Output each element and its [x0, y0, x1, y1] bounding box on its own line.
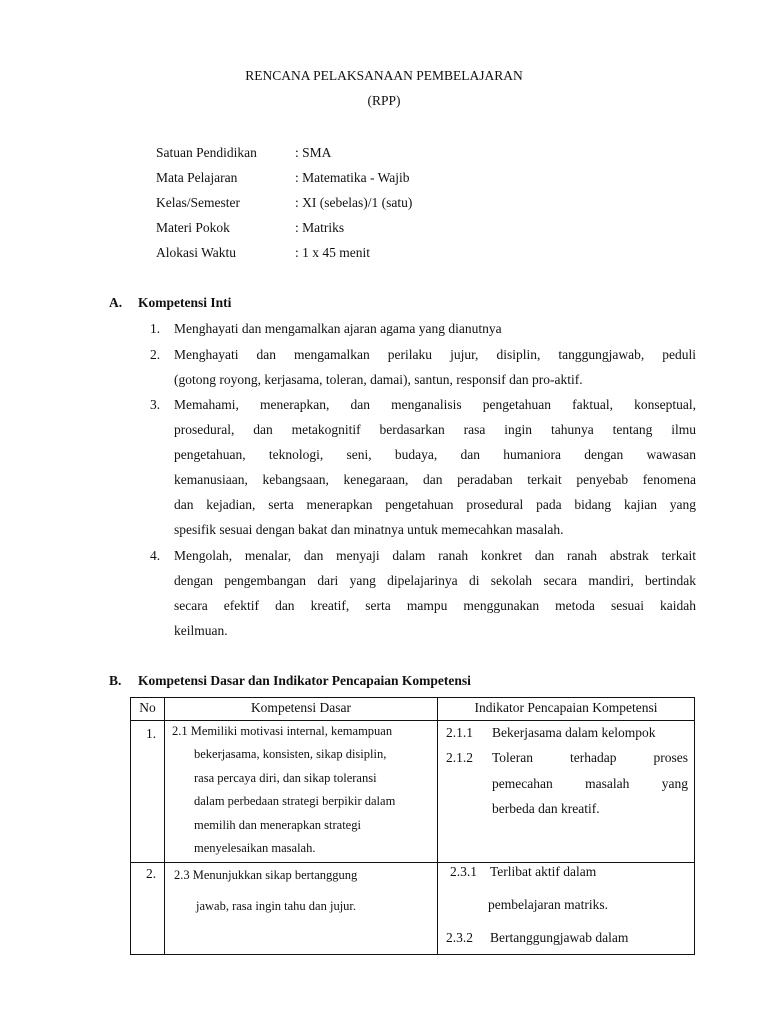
list-item-line: keilmuan.: [174, 623, 228, 638]
table-header-kd: Kompetensi Dasar: [250, 700, 352, 715]
list-number: 3.: [150, 397, 161, 412]
list-item-line: (gotong royong, kerjasama, toleran, damai), santun, responsif dan pro-aktif.: [174, 372, 583, 387]
list-item-line: Menghayati dan mengamalkan perilaku jujur, disiplin, tanggungjawab, peduli: [174, 347, 696, 362]
indicator-line: pemecahan masalah yang: [492, 776, 688, 791]
table-rule: [130, 697, 131, 955]
identity-value: : 1 x 45 menit: [295, 245, 370, 260]
kd-line: 2.3 Menunjukkan sikap bertanggung: [174, 868, 358, 882]
table-rule: [437, 697, 438, 955]
identity-label: Satuan Pendidikan: [156, 145, 257, 160]
list-number: 4.: [150, 548, 161, 563]
indicator-line: Toleran terhadap proses: [492, 750, 688, 765]
identity-label: Materi Pokok: [156, 220, 230, 235]
list-item-line: pengetahuan, teknologi, seni, budaya, dan humaniora dengan wawasan: [174, 447, 696, 462]
section-a-heading: Kompetensi Inti: [138, 295, 232, 310]
indicator-code: 2.3.2: [446, 930, 473, 945]
kd-line: 2.1 Memiliki motivasi internal, kemampuan: [172, 724, 393, 738]
kd-line: rasa percaya diri, dan sikap toleransi: [194, 771, 377, 785]
identity-value: : Matematika - Wajib: [295, 170, 410, 185]
document-title: RENCANA PELAKSANAAN PEMBELAJARAN: [245, 68, 523, 83]
list-item-line: prosedural, dan metakognitif berdasarkan rasa ingin tahunya tentang ilmu: [174, 422, 696, 437]
section-b-letter: B.: [109, 673, 122, 688]
list-item-line: spesifik sesuai dengan bakat dan minatnya untuk memecahkan masalah.: [174, 522, 564, 537]
list-item-line: dan kejadian, serta menerapkan pengetahuan prosedural pada bidang kajian yang: [174, 497, 696, 512]
row-number: 2.: [146, 866, 157, 881]
section-a-letter: A.: [109, 295, 123, 310]
indicator-code: 2.1.2: [446, 750, 473, 765]
table-rule: [694, 697, 695, 955]
table-header-no: No: [139, 700, 156, 715]
list-item-line: kemanusiaan, kebangsaan, kenegaraan, dan peradaban terkait penyebab fenomena: [174, 472, 696, 487]
identity-label: Kelas/Semester: [156, 195, 240, 210]
list-number: 2.: [150, 347, 161, 362]
identity-value: : XI (sebelas)/1 (satu): [295, 195, 413, 210]
document-subtitle: (RPP): [367, 93, 401, 108]
section-b-heading: Kompetensi Dasar dan Indikator Pencapaian Kompetensi: [138, 673, 471, 688]
list-item-line: dengan pengembangan dari yang dipelajarinya di sekolah secara mandiri, bertindak: [174, 573, 696, 588]
indicator-line: Terlibat aktif dalam: [490, 864, 597, 879]
table-header-indikator: Indikator Pencapaian Kompetensi: [474, 700, 658, 715]
identity-value: : Matriks: [295, 220, 345, 235]
indicator-code: 2.1.1: [446, 725, 473, 740]
kd-line: memilih dan menerapkan strategi: [194, 818, 361, 832]
table-rule: [130, 720, 695, 721]
list-number: 1.: [150, 321, 161, 336]
table-rule: [130, 862, 695, 863]
indicator-line: Bertanggungjawab dalam: [490, 930, 629, 945]
indicator-line: pembelajaran matriks.: [488, 897, 608, 912]
kd-line: bekerjasama, konsisten, sikap disiplin,: [194, 747, 387, 761]
identity-label: Alokasi Waktu: [156, 245, 237, 260]
list-item-line: Mengolah, menalar, dan menyaji dalam ranah konkret dan ranah abstrak terkait: [174, 548, 696, 563]
kd-line: jawab, rasa ingin tahu dan jujur.: [196, 899, 357, 913]
table-rule: [130, 954, 695, 955]
list-item-line: Memahami, menerapkan, dan menganalisis pengetahuan faktual, konseptual,: [174, 397, 696, 412]
indicator-line: Bekerjasama dalam kelompok: [492, 725, 656, 740]
identity-value: : SMA: [295, 145, 332, 160]
indicator-code: 2.3.1: [450, 864, 477, 879]
table-rule: [130, 697, 695, 698]
indicator-line: berbeda dan kreatif.: [492, 801, 600, 816]
kd-line: menyelesaikan masalah.: [194, 841, 316, 855]
list-item-line: Menghayati dan mengamalkan ajaran agama yang dianutnya: [174, 321, 502, 336]
kd-line: dalam perbedaan strategi berpikir dalam: [194, 794, 396, 808]
list-item-line: secara efektif dan kreatif, serta mampu menggunakan metoda sesuai kaidah: [174, 598, 696, 613]
identity-label: Mata Pelajaran: [156, 170, 238, 185]
row-number: 1.: [146, 726, 157, 741]
table-rule: [164, 697, 165, 955]
